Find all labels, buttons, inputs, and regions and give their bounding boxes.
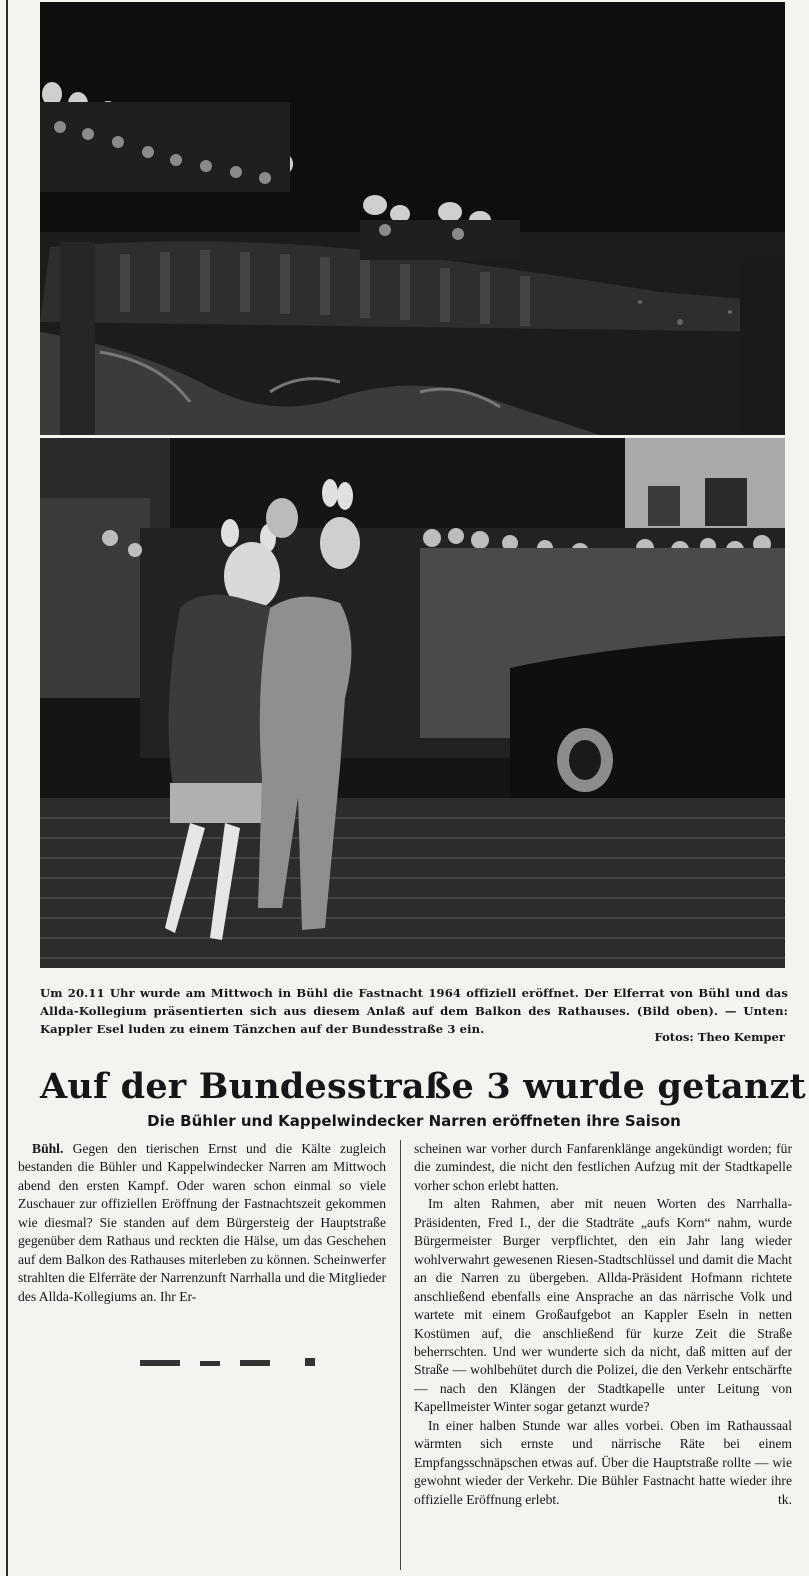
photo-street-dance <box>40 438 785 968</box>
article-paragraph <box>414 1417 792 1509</box>
author-signature: tk. <box>778 1491 792 1507</box>
article-subheadline: Die Bühler und Kappelwindecker Narren eröffneten ihre Saison <box>147 1112 681 1130</box>
dateline: Bühl. <box>32 1141 64 1156</box>
photo-caption: Um 20.11 Uhr wurde am Mittwoch in Bühl die Fastnacht 1964 offiziell eröffnet. Der Elferrat von Bühl und das Allda-Kollegium präsentierten sich aus diesem Anlaß auf dem Balkon des Rathauses. (Bild oben). — Unten: Kappler Esel luden zu einem Tänzchen auf der Bundesstraße 3 ein. <box>40 986 788 1036</box>
article-paragraph: Im alten Rahmen, aber mit neuen Worten des Narrhalla-Präsidenten, Fred I., der die Stadträte „aufs Korn“ nahm, wurde Bürgermeister Burger verpflichtet, den ein Jahr lang wieder wohlverwahrt gewesenen Riesen-Stadtschlüssel und damit die Macht an die Narren zu übergeben. Allda-Präsident Hofmann richtete anschließend ebenfalls eine Ansprache an das närrische Volk und wartete mit einem Großaufgebot an Kappler Eseln in netten Kostümen auf, die anschließend für kurze Zeit die Straße beherrschten. Und wer wunderte sich da nicht, daß mitten auf der Straße — wohlbehütet durch die Polizei, die den Verkehr entschärfte — nach den Klängen der Stadtkapelle unter Leitung von Kapellmeister Winter sogar getanzt wurde? <box>414 1196 792 1415</box>
article-text: Gegen den tierischen Ernst und die Kälte zugleich bestanden die Bühler und Kappelwindecker Narren am Mittwoch abend den ersten Kampf. Oder waren schon einmal so viele Zuschauer zur offiziellen Eröffnung der Fastnachtszeit gekommen wie diesmal? Sie standen auf dem Bürgersteig der Hauptstraße gegenüber dem Rathaus und reckten die Hälse, um das Geschehen auf dem Balkon des Rathauses miterleben zu können. Scheinwerfer strahlten die Elferräte der Narrenzunft Narrhalla und die Mitglieder des Allda-Kollegiums an. Ihr Er- <box>18 1141 386 1304</box>
photo-street-dance-image <box>40 438 785 968</box>
page-edge-rule <box>6 0 8 1576</box>
article-paragraph <box>18 1140 386 1306</box>
article-column-right <box>414 1140 792 1509</box>
article-headline: Auf der Bundesstraße 3 wurde getanzt <box>40 1066 806 1107</box>
article-paragraph: scheinen war vorher durch Fanfarenklänge angekündigt worden; für die zumindest, die nicht den festlichen Aufzug mit der Stadtkapelle vorher schon erlebt hatten. <box>414 1141 792 1193</box>
photo-balcony-image <box>40 2 785 435</box>
column-divider <box>400 1140 401 1570</box>
article-text: In einer halben Stunde war alles vorbei. Oben im Rathaussaal wärmten sich ernste und närrische Räte bei einem Empfangsschnäpschen etwas auf. Über die Hauptstraße rollte — wie gewohnt wieder der Verkehr. Die Bühler Fastnacht hatte wieder ihre offizielle Eröffnung erlebt. <box>414 1417 792 1507</box>
photo-balcony <box>40 2 785 435</box>
article-column-left <box>18 1140 386 1306</box>
print-smudge <box>140 1358 320 1368</box>
photo-credit: Fotos: Theo Kemper <box>654 1030 785 1044</box>
